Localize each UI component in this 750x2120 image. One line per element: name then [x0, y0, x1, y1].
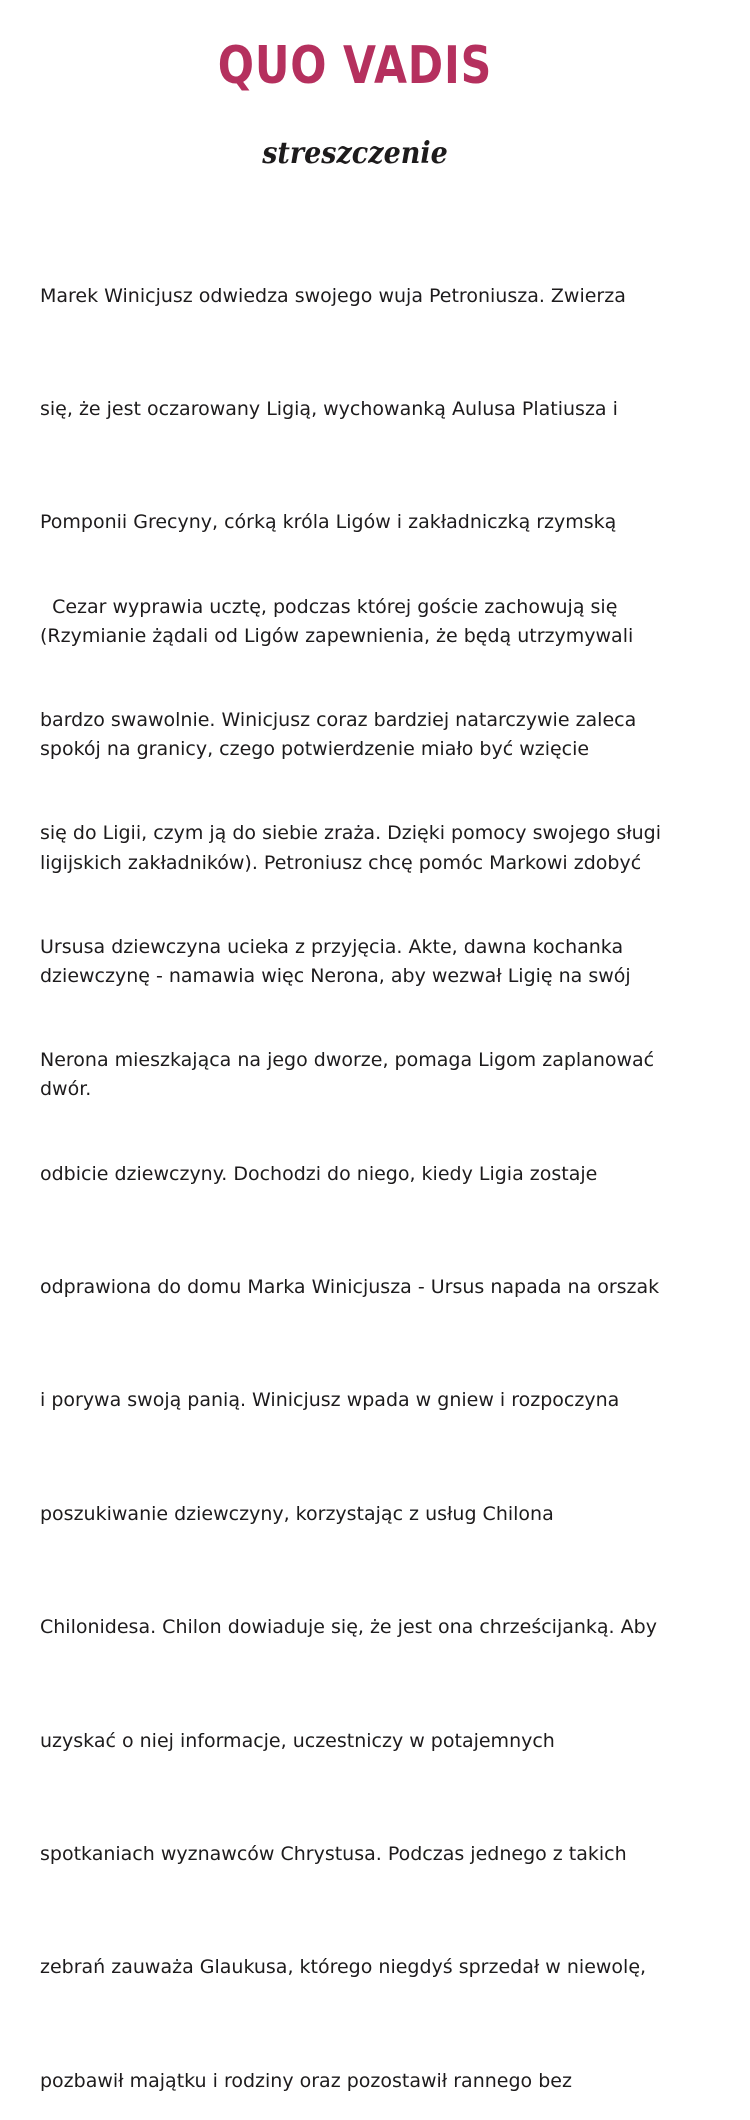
text-line: uzyskać o niej informacje, uczestniczy w potajemnych [40, 1729, 555, 1752]
text-line: ligijskich zakładników). Petroniusz chcę pomóc Markowi zdobyć [40, 851, 642, 874]
text-line: odprawiona do domu Marka Winicjusza - Ursus napada na orszak [40, 1275, 660, 1298]
text-line: zebrań zauważa Glaukusa, którego niegdyś sprzedał w niewolę, [40, 1956, 647, 1979]
text-line: i porywa swoją panią. Winicjusz wpada w gniew i rozpoczyna [40, 1389, 620, 1412]
text-line: Marek Winicjusz odwiedza swojego wuja Petroniusza. Zwierza [40, 284, 626, 307]
text-line: Cezar wyprawia ucztę, podczas której goście zachowują się [40, 595, 618, 618]
text-line: się do Ligii, czym ją do siebie zraża. Dzięki pomocy swojego sługi [40, 822, 662, 845]
paragraph-2 [40, 513, 720, 2120]
text-line: dwór. [40, 1078, 92, 1101]
text-line: spokój na granicy, czego potwierdzenie miało być wzięcie [40, 738, 590, 761]
text-line: pozbawił majątku i rodziny oraz pozostawił rannego bez [40, 2069, 572, 2092]
text-line: się, że jest oczarowany Ligią, wychowanką Aulusa Platiusza i [40, 397, 618, 420]
text-line: (Rzymianie żądali od Ligów zapewnienia, że będą utrzymywali [40, 624, 634, 647]
text-line: dziewczynę - namawia więc Nerona, aby wezwał Ligię na swój [40, 964, 631, 987]
text-line: Pomponii Grecyny, córką króla Ligów i zakładniczką rzymską [40, 511, 617, 534]
text-line: poszukiwanie dziewczyny, korzystając z usług Chilona [40, 1502, 554, 1525]
document-subtitle: streszczenie [262, 136, 448, 171]
text-line: bardzo swawolnie. Winicjusz coraz bardziej natarczywie zaleca [40, 708, 637, 731]
text-line: Ursusa dziewczyna ucieka z przyjęcia. Akte, dawna kochanka [40, 935, 624, 958]
text-line: spotkaniach wyznawców Chrystusa. Podczas jednego z takich [40, 1842, 627, 1865]
text-line: odbicie dziewczyny. Dochodzi do niego, kiedy Ligia zostaje [40, 1162, 598, 1185]
document-title: QUO VADIS [217, 36, 493, 96]
text-line: Chilonidesa. Chilon dowiaduje się, że jest ona chrześcijanką. Aby [40, 1616, 657, 1639]
text-line: Nerona mieszkająca na jego dworze, pomaga Ligom zaplanować [40, 1049, 655, 1072]
